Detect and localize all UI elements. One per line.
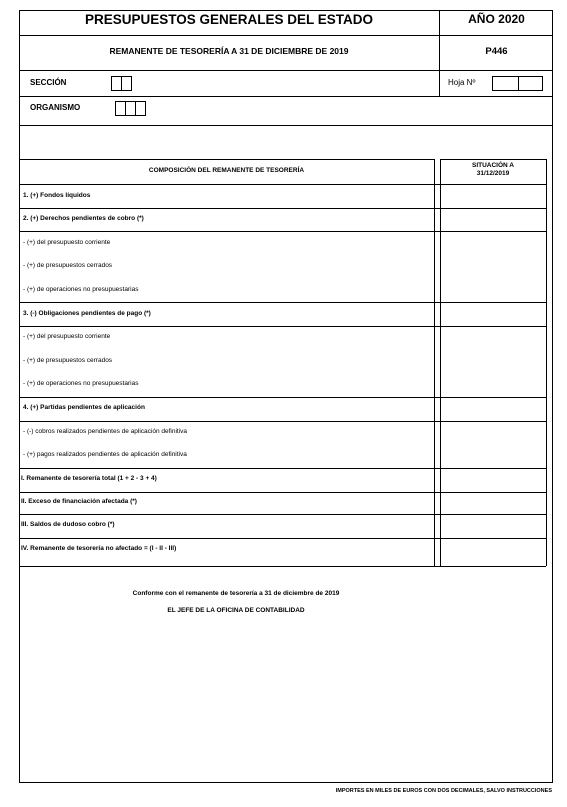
hoja-number-boxes[interactable] [492,76,542,91]
table-row-label: II. Exceso de financiación afectada (*) [21,498,137,505]
situacion-value-cell[interactable] [441,351,545,371]
divider [19,35,553,36]
table-border [19,159,435,160]
form-subtitle: REMANENTE DE TESORERÍA A 31 DE DICIEMBRE DE 2019 [109,46,349,56]
table-row-label: - (-) cobros realizados pendientes de aplicación definitiva [23,428,188,435]
table-rule [19,326,546,327]
column-header-situacion-line2: 31/12/2019 [476,170,510,177]
table-row-label: - (+) de presupuestos cerrados [23,262,113,269]
table-border [440,159,546,160]
situacion-value-cell[interactable] [441,304,545,324]
table-rule [19,208,546,209]
table-rule [19,468,546,469]
table-border [434,159,435,566]
situacion-value-cell[interactable] [441,327,545,347]
hoja-label: Hoja Nº [448,78,476,87]
table-row-label: 2. (+) Derechos pendientes de cobro (*) [23,215,144,222]
table-rule [19,184,546,185]
table-rule [19,302,546,303]
table-border [546,159,547,566]
year-label: AÑO 2020 [468,12,525,26]
seccion-code-boxes[interactable] [111,76,131,91]
situacion-value-cell[interactable] [441,539,545,559]
situacion-value-cell[interactable] [441,374,545,394]
conforme-text: Conforme con el remanente de tesorería a 31 de diciembre de 2019 [132,590,340,597]
model-code: P446 [485,46,508,57]
table-row-label: - (+) del presupuesto corriente [23,239,111,246]
situacion-value-cell[interactable] [441,186,545,206]
table-row-label: IV. Remanente de tesorería no afectado = (I - II - III) [21,545,177,552]
situacion-value-cell[interactable] [441,233,545,253]
situacion-value-cell[interactable] [441,398,545,418]
table-rule [19,514,546,515]
situacion-value-cell[interactable] [441,209,545,229]
table-row-label: I. Remanente de tesorería total (1 + 2 - 3 + 4) [21,475,157,482]
divider [19,125,553,126]
table-rule [19,421,546,422]
situacion-value-cell[interactable] [441,256,545,276]
divider [439,10,440,96]
situacion-value-cell[interactable] [441,280,545,300]
table-row-label: III. Saldos de dudoso cobro (*) [21,521,115,528]
organismo-code-boxes[interactable] [115,101,145,116]
form-title: PRESUPUESTOS GENERALES DEL ESTADO [84,12,374,27]
table-row-label: - (+) del presupuesto corriente [23,333,111,340]
column-header-situacion-line1: SITUACIÓN A [471,162,514,169]
table-rule [19,231,546,232]
table-rule [19,566,546,567]
table-rule [19,538,546,539]
situacion-value-cell[interactable] [441,515,545,535]
column-header-situacion [440,162,546,177]
situacion-value-cell[interactable] [441,492,545,512]
organismo-label: ORGANISMO [30,103,81,112]
table-rule [19,492,546,493]
table-row-label: 1. (+) Fondos líquidos [23,192,91,199]
seccion-label: SECCIÓN [30,78,67,87]
divider [19,96,553,97]
situacion-value-cell[interactable] [441,469,545,489]
table-rule [19,397,546,398]
divider [19,70,553,71]
table-row-label: 3. (-) Obligaciones pendientes de pago (*) [23,310,151,317]
table-row-label: 4. (+) Partidas pendientes de aplicación [23,404,145,411]
situacion-value-cell[interactable] [441,422,545,442]
table-row-label: - (+) pagos realizados pendientes de aplicación definitiva [23,451,187,458]
table-row-label: - (+) de presupuestos cerrados [23,357,113,364]
situacion-value-cell[interactable] [441,445,545,465]
jefe-oficina-label: EL JEFE DE LA OFICINA DE CONTABILIDAD [167,607,305,614]
importes-note: IMPORTES EN MILES DE EUROS CON DOS DECIMALES, SALVO INSTRUCCIONES [335,788,552,794]
table-row-label: - (+) de operaciones no presupuestarias [23,286,139,293]
column-header-composicion: COMPOSICIÓN DEL REMANENTE DE TESORERÍA [148,167,305,174]
table-row-label: - (+) de operaciones no presupuestarias [23,380,139,387]
